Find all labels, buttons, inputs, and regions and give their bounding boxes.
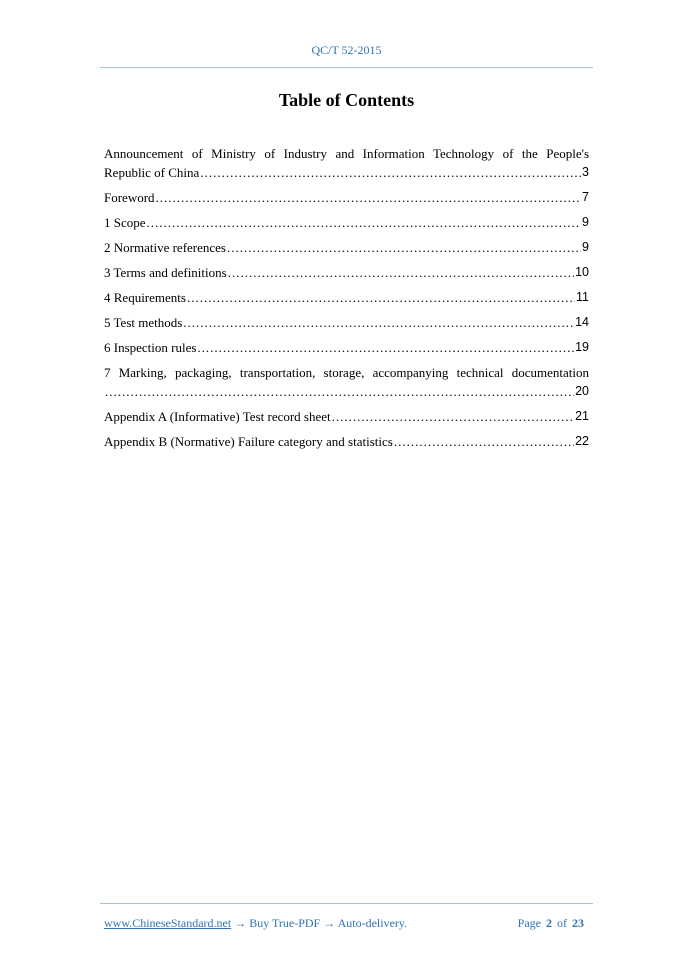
- toc-entry-marking-packaging[interactable]: [104, 363, 589, 401]
- toc-entry-normative-references[interactable]: [104, 238, 589, 257]
- toc-leader-dots: [200, 163, 581, 182]
- toc-leader-dots: [227, 238, 581, 257]
- table-of-contents: [104, 144, 589, 457]
- toc-entry-appendix-b[interactable]: [104, 432, 589, 451]
- toc-entry-scope[interactable]: [104, 213, 589, 232]
- header-divider: [100, 67, 593, 68]
- toc-leader-dots: [187, 288, 575, 307]
- toc-leader-dots: [197, 338, 574, 357]
- toc-entry-label: Announcement of Ministry of Industry and Information Technology of the People's: [104, 146, 589, 161]
- toc-leader-dots: [183, 313, 574, 332]
- toc-entry-label: Appendix B (Normative) Failure category and statistics: [104, 434, 393, 449]
- toc-entry-test-methods[interactable]: [104, 313, 589, 332]
- toc-page-number: 7: [582, 190, 589, 204]
- of-word: of: [557, 916, 567, 930]
- toc-entry-foreword[interactable]: [104, 188, 589, 207]
- toc-entry-label-continued: Republic of China: [104, 165, 200, 180]
- toc-entry-label: 6 Inspection rules: [104, 340, 197, 355]
- toc-page-number: 19: [575, 340, 589, 354]
- toc-entry-label: 1 Scope: [104, 215, 146, 230]
- toc-entry-label: 5 Test methods: [104, 315, 183, 330]
- toc-entry-announcement[interactable]: [104, 144, 589, 182]
- toc-entry-label: Appendix A (Informative) Test record sheet: [104, 409, 331, 424]
- page-title: Table of Contents: [278, 90, 415, 110]
- current-page-number: 2: [546, 916, 552, 930]
- footer-divider: [100, 903, 593, 904]
- toc-page-number: 20: [575, 384, 589, 398]
- total-page-count: 23: [572, 916, 584, 930]
- toc-leader-dots: [156, 188, 582, 207]
- toc-page-number: 3: [582, 165, 589, 179]
- toc-leader-dots: [332, 407, 574, 426]
- toc-leader-dots: [394, 432, 574, 451]
- toc-entry-label: 4 Requirements: [104, 290, 186, 305]
- toc-entry-requirements[interactable]: [104, 288, 589, 307]
- toc-page-number: 10: [575, 265, 589, 279]
- toc-leader-dots: [105, 382, 574, 401]
- page-indicator: [518, 916, 586, 931]
- toc-page-number: 14: [575, 315, 589, 329]
- auto-delivery-text: Auto-delivery.: [337, 916, 408, 930]
- toc-page-number: 9: [582, 240, 589, 254]
- toc-page-number: 21: [575, 409, 589, 423]
- buy-pdf-link[interactable]: Buy True-PDF: [249, 916, 321, 930]
- toc-entry-label: 2 Normative references: [104, 240, 226, 255]
- arrow-right-icon: →: [323, 916, 336, 930]
- toc-entry-label: 7 Marking, packaging, transportation, storage, accompanying technical documentation: [104, 365, 589, 380]
- toc-page-number: 11: [576, 290, 589, 304]
- toc-entry-terms-definitions[interactable]: [104, 263, 589, 282]
- toc-entry-inspection-rules[interactable]: [104, 338, 589, 357]
- arrow-right-icon: →: [234, 916, 247, 930]
- toc-leader-dots: [147, 213, 582, 232]
- toc-page-number: 9: [582, 215, 589, 229]
- running-header: QC/T 52-2015: [311, 43, 382, 57]
- toc-entry-label: Foreword: [104, 190, 155, 205]
- page-word: Page: [517, 916, 541, 930]
- toc-leader-dots: [228, 263, 574, 282]
- toc-page-number: 22: [575, 434, 589, 448]
- toc-entry-appendix-a[interactable]: [104, 407, 589, 426]
- site-link[interactable]: www.ChineseStandard.net: [104, 916, 232, 930]
- toc-entry-label: 3 Terms and definitions: [104, 265, 227, 280]
- footer-promo: [104, 916, 407, 931]
